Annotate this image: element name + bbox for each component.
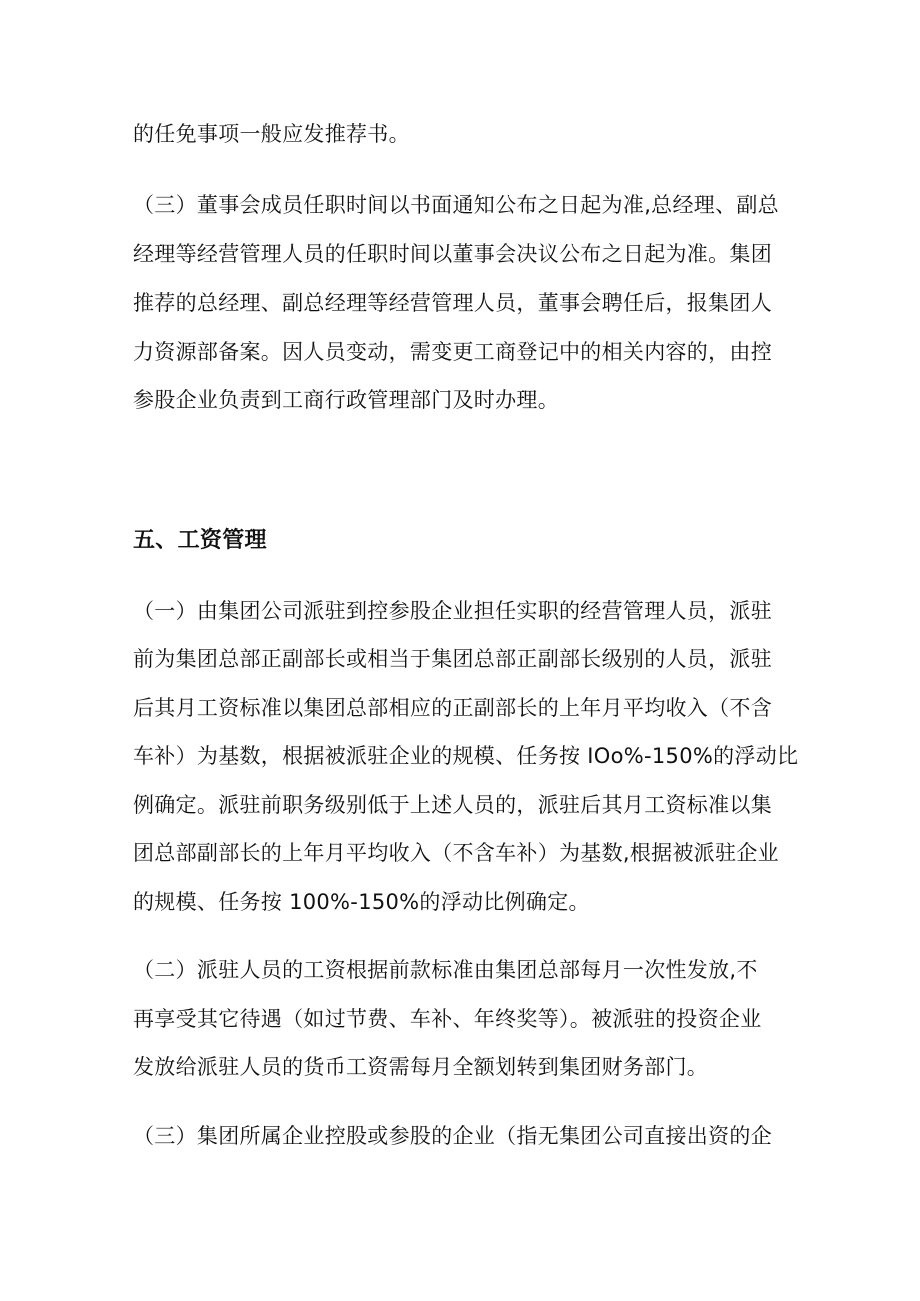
paragraph-3-line-3: 后其月工资标准以集团总部相应的正副部长的上年月平均收入（不含	[133, 696, 772, 720]
paragraph-4-line-2: 再享受其它待遇（如过节费、车补、年终奖等）。被派驻的投资企业	[133, 1007, 762, 1031]
paragraph-3-line-5: 例确定。派驻前职务级别低于上述人员的，派驻后其月工资标准以集	[133, 793, 772, 817]
paragraph-2-line-2: 经理等经营管理人员的任职时间以董事会决议公布之日起为准。集团	[133, 242, 772, 266]
paragraph-2-line-3: 推荐的总经理、副总经理等经营管理人员，董事会聘任后，报集团人	[133, 291, 772, 315]
paragraph-3-line-2: 前为集团总部正副部长或相当于集团总部正副部长级别的人员，派驻	[133, 647, 772, 671]
paragraph-4-line-1: （二）派驻人员的工资根据前款标准由集团总部每月一次性发放,不	[133, 958, 758, 982]
paragraph-3-line-6: 团总部副部长的上年月平均收入（不含车补）为基数,根据被派驻企业	[133, 841, 779, 865]
paragraph-1-line-1: 的任免事项一般应发推荐书。	[133, 122, 410, 146]
paragraph-2-line-4: 力资源部备案。因人员变动，需变更工商登记中的相关内容的，由控	[133, 340, 772, 364]
paragraph-2-line-1: （三）董事会成员任职时间以书面通知公布之日起为准,总经理、副总	[133, 193, 779, 217]
paragraph-3-line-7: 的规模、任务按 100%-150%的浮动比例确定。	[133, 890, 590, 914]
paragraph-3-line-4: 车补）为基数，根据被派驻企业的规模、任务按 IOo%-150%的浮动比	[133, 744, 799, 768]
section-heading: 五、工资管理	[133, 528, 267, 553]
paragraph-3-line-1: （一）由集团公司派驻到控参股企业担任实职的经营管理人员，派驻	[133, 599, 772, 623]
paragraph-4-line-3: 发放给派驻人员的货币工资需每月全额划转到集团财务部门。	[133, 1055, 709, 1079]
paragraph-5-line-1: （三）集团所属企业控股或参股的企业（指无集团公司直接出资的企	[133, 1124, 772, 1148]
paragraph-2-line-5: 参股企业负责到工商行政管理部门及时办理。	[133, 388, 559, 412]
